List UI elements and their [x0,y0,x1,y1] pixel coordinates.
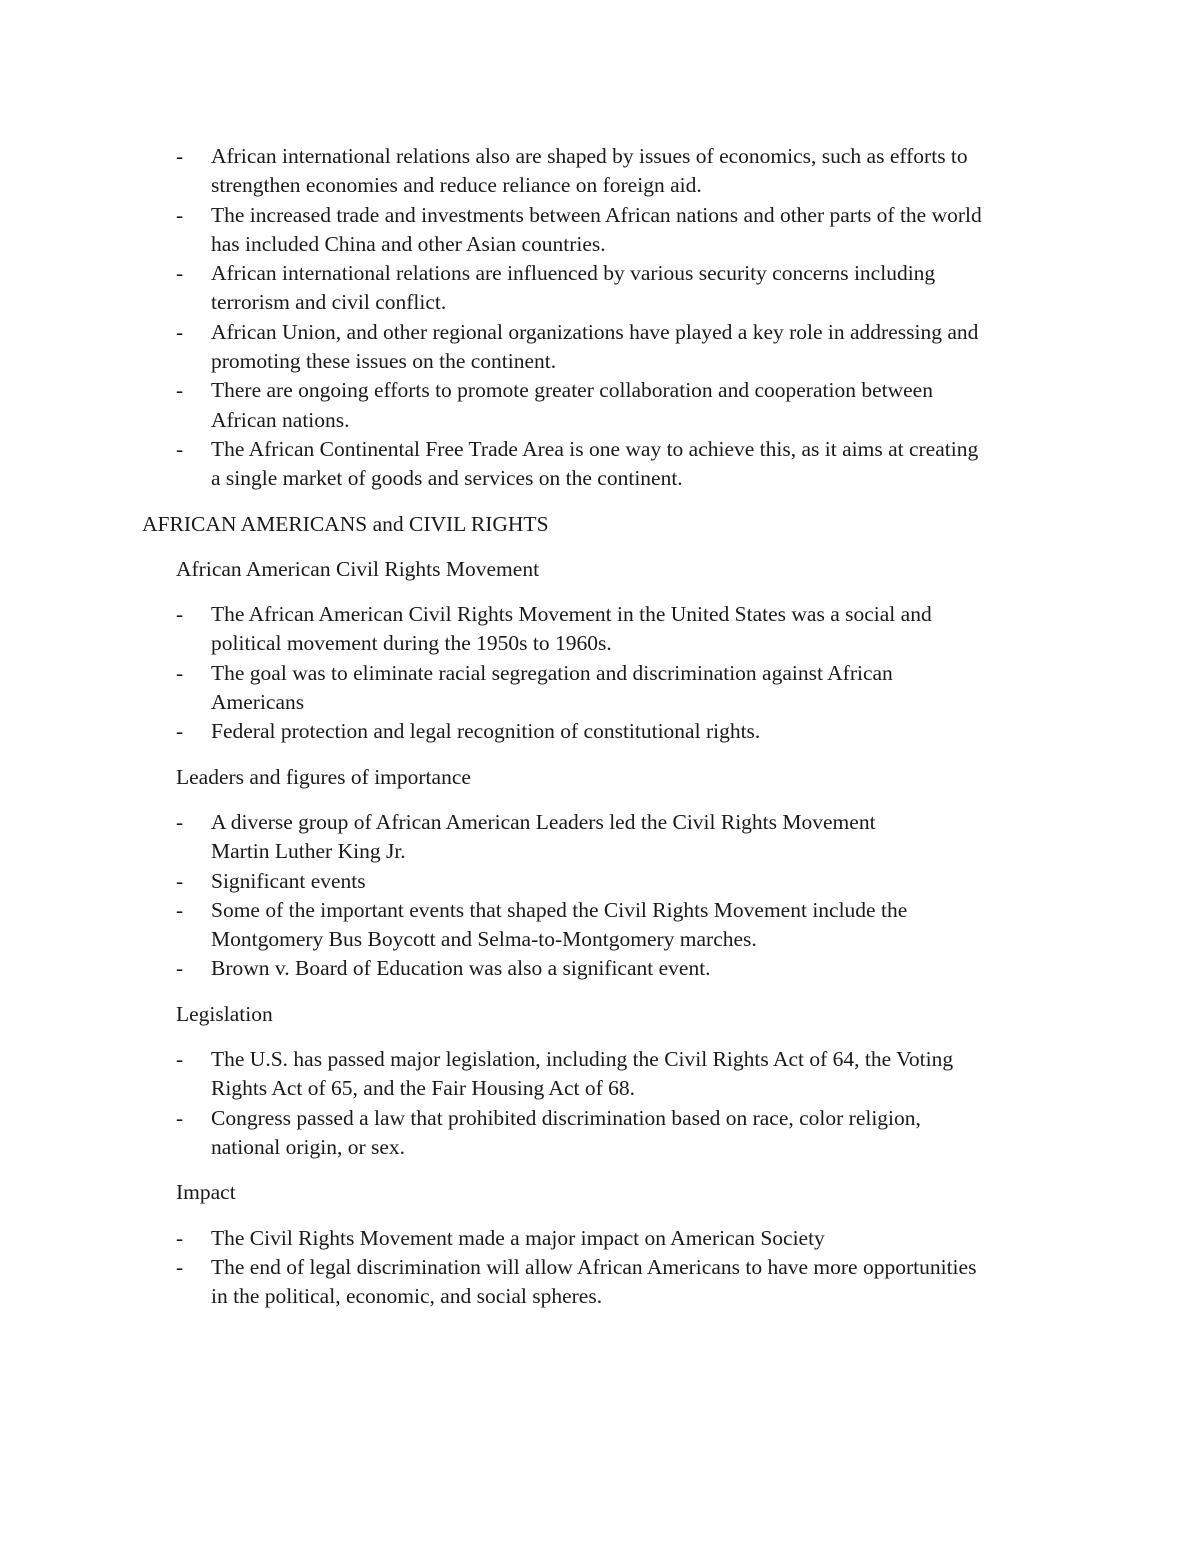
dash-bullet: - [176,660,184,685]
list-item-line: There are ongoing efforts to promote greater collaboration and cooperation between [211,378,933,403]
list-item-line: Federal protection and legal recognition of constitutional rights. [211,719,761,744]
dash-bullet: - [176,436,184,461]
list-item-line: The end of legal discrimination will allow African Americans to have more opportunities [211,1254,977,1279]
list-item [142,1253,1072,1312]
list-item [142,1045,1072,1104]
list-item-line: The U.S. has passed major legislation, including the Civil Rights Act of 64, the Voting [211,1047,954,1072]
list-item [142,896,1072,955]
dash-bullet: - [176,956,184,981]
list-item-line: A diverse group of African American Leaders led the Civil Rights Movement [211,809,876,834]
list-item-line: Brown v. Board of Education was also a significant event. [211,956,711,981]
main-heading: AFRICAN AMERICANS and CIVIL RIGHTS [142,511,549,536]
section-list [142,1045,1072,1162]
dash-bullet: - [176,378,184,403]
dash-bullet: - [176,261,184,286]
list-item-line: political movement during the 1950s to 1960s. [211,631,612,656]
dash-bullet: - [176,868,184,893]
list-item-line: terrorism and civil conflict. [211,290,447,315]
list-item [142,376,1072,435]
list-item-line: Some of the important events that shaped the Civil Rights Movement include the [211,897,908,922]
section-heading: Legislation [176,1001,273,1026]
list-item-line: national origin, or sex. [211,1134,406,1159]
list-item-line: African international relations are influenced by various security concerns including [211,261,936,286]
list-item-line: Americans [211,690,305,715]
list-item-line: The African Continental Free Trade Area is one way to achieve this, as it aims at creating [211,436,979,461]
section-heading: Leaders and figures of importance [176,764,471,789]
document-body [142,142,1072,1311]
list-item [142,808,1072,867]
list-item [142,717,1072,746]
list-item [142,435,1072,494]
list-item-line: African nations. [211,407,350,432]
dash-bullet: - [176,602,184,627]
section-heading: Impact [176,1180,236,1205]
list-item [142,1224,1072,1253]
list-item [142,600,1072,659]
list-item-line: a single market of goods and services on the continent. [211,466,683,491]
dash-bullet: - [176,1105,184,1130]
list-item-line: African Union, and other regional organizations have played a key role in addressing and [211,319,979,344]
section-list [142,808,1072,984]
list-item [142,954,1072,983]
list-item-line: The increased trade and investments between African nations and other parts of the world [211,202,982,227]
list-item [142,659,1072,718]
list-item-line: Significant events [211,868,366,893]
list-item-line: The Civil Rights Movement made a major impact on American Society [211,1225,825,1250]
dash-bullet: - [176,202,184,227]
list-item [142,201,1072,260]
list-item-line: The goal was to eliminate racial segregation and discrimination against African [211,660,893,685]
dash-bullet: - [176,1225,184,1250]
list-item-line: Congress passed a law that prohibited discrimination based on race, color religion, [211,1105,921,1130]
section-list [142,600,1072,746]
dash-bullet: - [176,897,184,922]
dash-bullet: - [176,809,184,834]
list-item-line: Montgomery Bus Boycott and Selma-to-Montgomery marches. [211,927,757,952]
dash-bullet: - [176,719,184,744]
list-item-line: strengthen economies and reduce reliance on foreign aid. [211,173,702,198]
list-item-line: Rights Act of 65, and the Fair Housing Act of 68. [211,1076,635,1101]
section-heading: African American Civil Rights Movement [176,556,540,581]
section-list [142,1224,1072,1312]
list-item [142,142,1072,201]
list-item-line: Martin Luther King Jr. [211,839,406,864]
list-item [142,867,1072,896]
list-item [142,318,1072,377]
list-item-line: The African American Civil Rights Movement in the United States was a social and [211,602,932,627]
list-item [142,259,1072,318]
list-item-line: African international relations also are shaped by issues of economics, such as efforts to [211,144,968,168]
intro-list [142,142,1072,494]
dash-bullet: - [176,319,184,344]
list-item-line: in the political, economic, and social spheres. [211,1284,603,1309]
list-item [142,1104,1072,1163]
dash-bullet: - [176,144,184,168]
list-item-line: promoting these issues on the continent. [211,349,557,374]
dash-bullet: - [176,1254,184,1279]
list-item-line: has included China and other Asian countries. [211,231,606,256]
dash-bullet: - [176,1047,184,1072]
